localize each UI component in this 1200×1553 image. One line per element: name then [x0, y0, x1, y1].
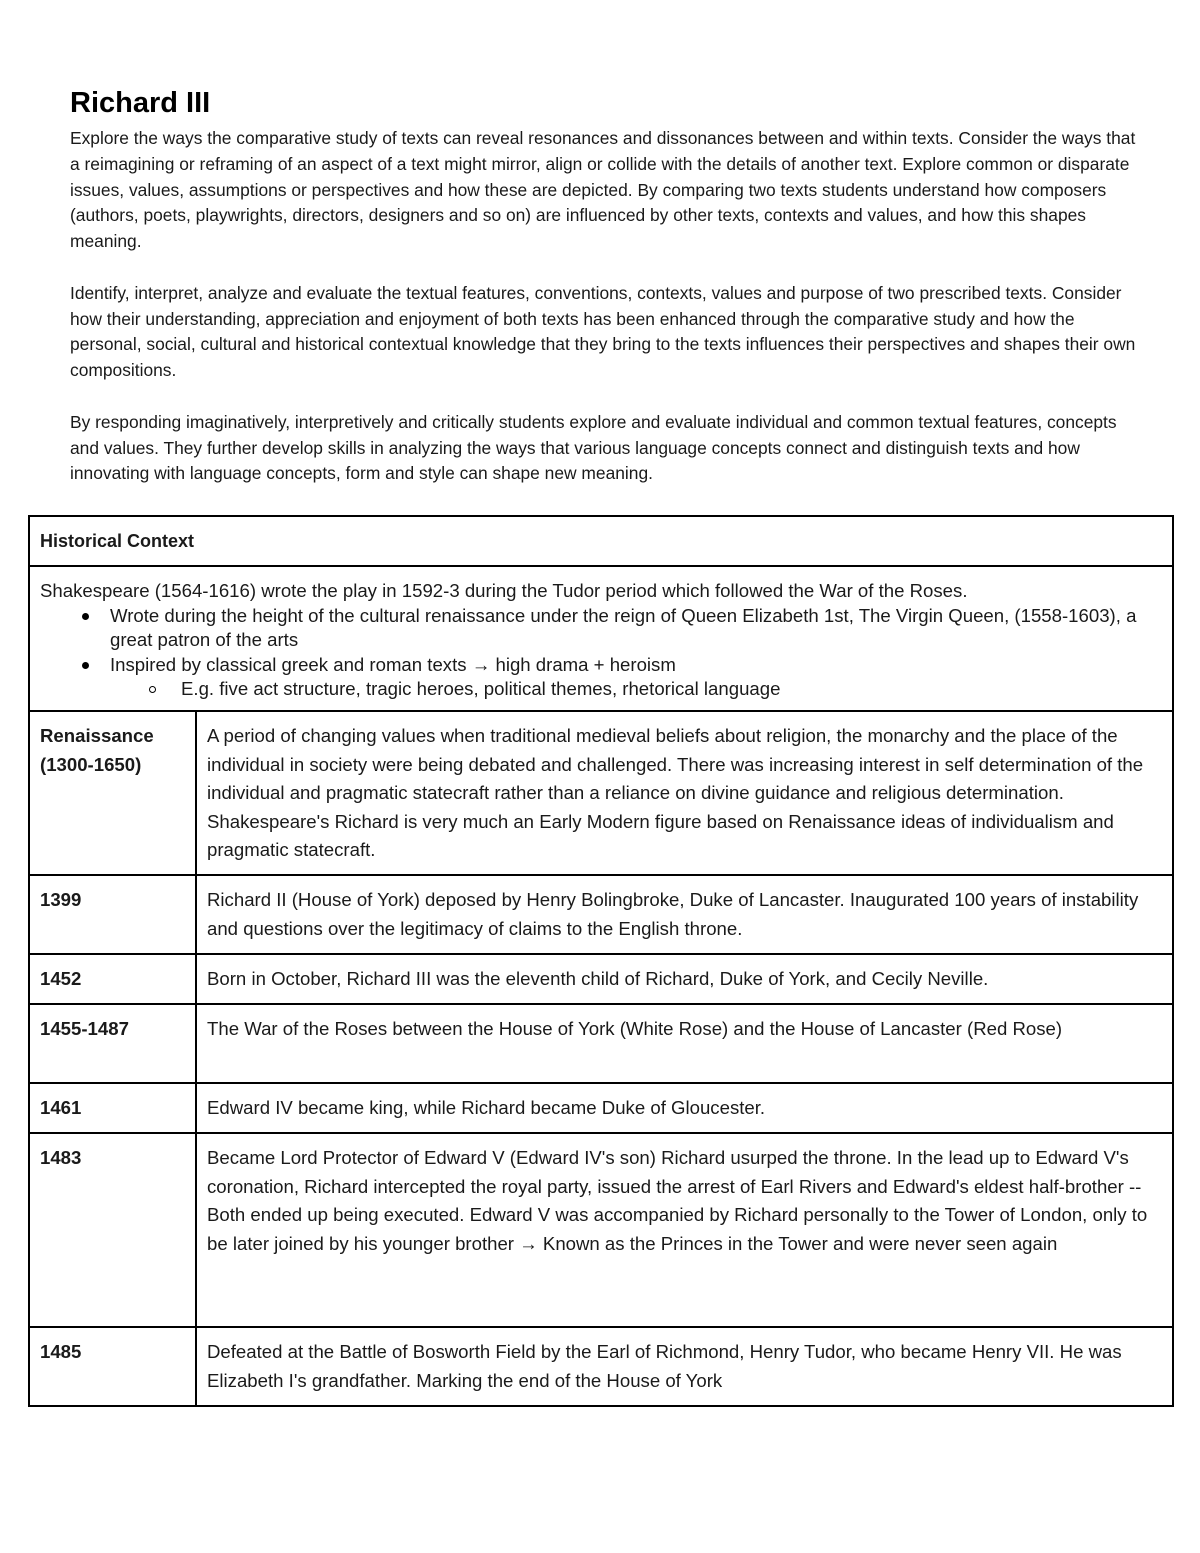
intro-paragraph: Explore the ways the comparative study of texts can reveal resonances and dissonances between and within texts. Consider the ways that a reimagining or reframing of an aspect of a text might mirror, align or collide with the details of another text. Explore common or disparate issues, values, assumptions or perspectives and how these are depicted. By comparing two texts students understand how composers (authors, poets, playwrights, directors, designers and so on) are influenced by other texts, contexts and values, and how this shapes meaning. [70, 128, 1136, 252]
row-description: Became Lord Protector of Edward V (Edward IV's son) Richard usurped the throne. In the lead up to Edward V's coronation, Richard intercepted the royal party, issued the arrest of Earl Rivers and Edward's eldest half-brother -- Both ended up being executed. Edward V was accompanied by Richard personally to the Tower of London, only to be later joined by his younger brother → Known as the Princes in the Tower and were never seen again [196, 1133, 1173, 1327]
overview-lead: Shakespeare (1564-1616) wrote the play in 1592-3 during the Tudor period which followed the War of the Roses. [40, 580, 968, 601]
row-year: Renaissance (1300-1650) [29, 711, 196, 875]
table-header: Historical Context [29, 516, 1173, 566]
intro-text [70, 126, 1140, 513]
row-description: Edward IV became king, while Richard became Duke of Gloucester. [196, 1083, 1173, 1133]
list-item: Wrote during the height of the cultural renaissance under the reign of Queen Elizabeth 1st, The Virgin Queen, (1558-1603), a great patron of the arts [110, 604, 1162, 653]
table-row [29, 1133, 1173, 1327]
overview-sub-bullet-list [110, 677, 1162, 702]
table-row [29, 875, 1173, 954]
historical-context-table [28, 515, 1174, 1407]
list-item-text: Inspired by classical greek and roman texts → high drama + heroism [110, 653, 676, 675]
intro-paragraph: Identify, interpret, analyze and evaluate the textual features, conventions, contexts, values and purpose of two prescribed texts. Consider how their understanding, appreciation and enjoyment of both texts has been enhanced through the comparative study and how the personal, social, cultural and historical contextual knowledge that they bring to the texts influences their perspectives and shapes their own compositions. [70, 282, 1136, 381]
row-year: 1399 [29, 875, 196, 954]
table-row [29, 1327, 1173, 1406]
row-year: 1455-1487 [29, 1004, 196, 1083]
row-description: Born in October, Richard III was the eleventh child of Richard, Duke of York, and Cecily Neville. [196, 954, 1173, 1004]
row-description: The War of the Roses between the House of York (White Rose) and the House of Lancaster (Red Rose) [196, 1004, 1173, 1083]
table-row [29, 1083, 1173, 1133]
table-row [29, 1004, 1173, 1083]
list-item [110, 653, 1162, 702]
row-year: 1483 [29, 1133, 196, 1327]
overview-cell [29, 566, 1173, 711]
page-title: Richard III [70, 87, 211, 119]
row-description: Richard II (House of York) deposed by Henry Bolingbroke, Duke of Lancaster. Inaugurated 100 years of instability and questions over the legitimacy of claims to the English throne. [196, 875, 1173, 954]
row-description: A period of changing values when traditional medieval beliefs about religion, the monarchy and the place of the individual in society were being debated and challenged. There was increasing interest in self determination of the individual and pragmatic statecraft rather than a reliance on divine guidance and religious determination. Shakespeare's Richard is very much an Early Modern figure based on Renaissance ideas of individualism and pragmatic statecraft. [196, 711, 1173, 875]
row-description: Defeated at the Battle of Bosworth Field by the Earl of Richmond, Henry Tudor, who became Henry VII. He was Elizabeth I's grandfather. Marking the end of the House of York [196, 1327, 1173, 1406]
row-year: 1485 [29, 1327, 196, 1406]
table-header-row [29, 516, 1173, 566]
row-year: 1461 [29, 1083, 196, 1133]
table-row [29, 711, 1173, 875]
intro-paragraph: By responding imaginatively, interpretively and critically students explore and evaluate individual and common textual features, concepts and values. They further develop skills in analyzing the ways that various language concepts connect and distinguish texts and how innovating with language concepts, form and style can shape new meaning. [70, 411, 1117, 484]
list-item: E.g. five act structure, tragic heroes, political themes, rhetorical language [181, 677, 1162, 702]
overview-row [29, 566, 1173, 711]
row-year: 1452 [29, 954, 196, 1004]
table-row [29, 954, 1173, 1004]
overview-bullet-list [40, 604, 1162, 702]
